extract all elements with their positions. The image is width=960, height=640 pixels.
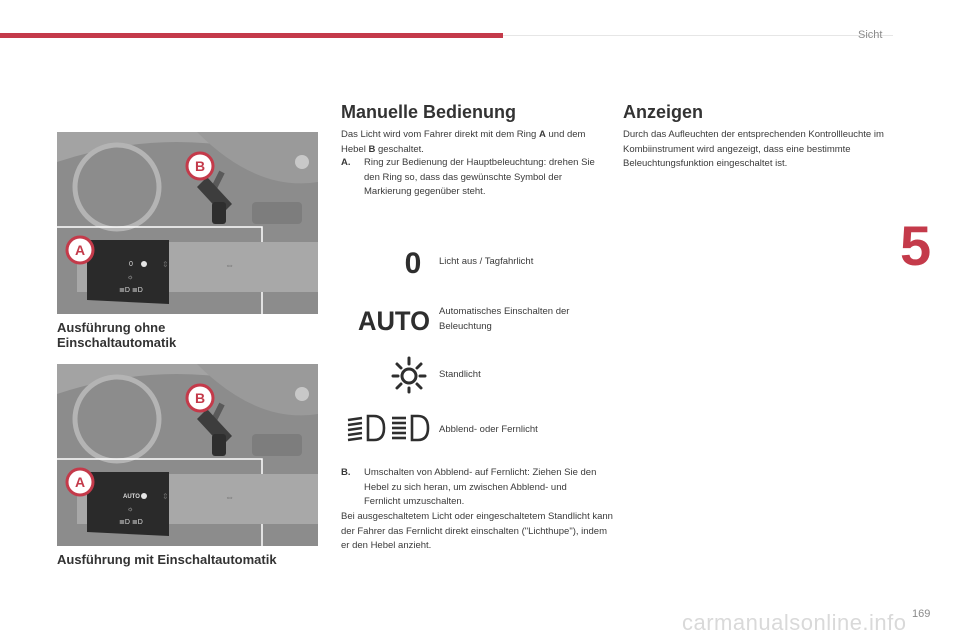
item-b: [341, 466, 603, 510]
off-zero-icon: [401, 248, 425, 276]
callout-a: A: [74, 474, 86, 490]
svg-text:⇕: ⇕: [162, 492, 169, 501]
callout-b: B: [194, 158, 206, 174]
figure-caption-manual: Ausführung ohne Einschaltautomatik: [57, 320, 177, 350]
watermark: carmanualsonline.info: [682, 610, 907, 635]
section-title: Sicht: [858, 29, 883, 41]
parking-light-icon: [391, 354, 427, 394]
ref-b: B: [368, 143, 376, 155]
svg-text:AUTO: AUTO: [358, 306, 430, 334]
callout-a: A: [74, 242, 86, 258]
dipped-main-beam-icon: [346, 412, 430, 444]
svg-text:≣D ≣D: ≣D ≣D: [119, 519, 143, 526]
svg-text:☼: ☼: [127, 506, 134, 513]
chapter-number: 5: [900, 214, 932, 277]
symbol-label-beam: Abblend- oder Fernlicht: [439, 424, 538, 435]
page-number: 169: [912, 608, 931, 620]
item-a-text: Ring zur Bedienung der Hauptbeleuchtung: drehen Sie den Ring so, dass das gewünschte Symbol der Markierung gegenüber steht.: [364, 157, 595, 197]
svg-text:0: 0: [404, 248, 422, 276]
svg-text:⇔: ⇔: [225, 492, 234, 502]
svg-text:⇔: ⇔: [225, 260, 234, 270]
ref-a: A: [538, 129, 546, 140]
figure-lighting-stalk-auto: [57, 364, 318, 546]
symbol-label-off: Licht aus / Tagfahrlicht: [439, 256, 534, 267]
ring-text: AUTO: [123, 494, 140, 500]
svg-text:≣D ≣D: ≣D ≣D: [119, 287, 143, 294]
svg-text:⇕: ⇕: [162, 260, 169, 269]
outro-paragraph: Bei ausgeschaltetem Licht oder eingeschaltetem Standlicht kann der Fahrer das Fernlicht direkt einschalten ("Lichthupe"), indem er den Hebel anzieht.: [341, 511, 613, 551]
auto-icon: [357, 304, 431, 334]
heading-manual-operation: Manuelle Bedienung: [341, 102, 517, 122]
item-b-marker: B.: [341, 467, 351, 478]
header-rule: [503, 35, 893, 36]
item-b-text: Umschalten von Abblend- auf Fernlicht: Ziehen Sie den Hebel zu sich heran, um zwischen Abblend- und Fernlicht umzuschalten.: [364, 467, 597, 507]
callout-b: B: [194, 390, 206, 406]
svg-text:☼: ☼: [127, 274, 134, 281]
intro-paragraph: Das Licht wird vom Fahrer direkt mit dem Ring A und dem Hebel B geschaltet.: [341, 129, 586, 155]
symbol-label-parking: Standlicht: [439, 369, 481, 380]
item-a-marker: A.: [341, 157, 351, 168]
figure-caption-auto: Ausführung mit Einschaltautomatik: [57, 552, 277, 567]
ring-text: 0: [129, 261, 133, 268]
symbol-label-auto: Automatisches Einschalten der Beleuchtung: [439, 306, 570, 332]
item-a: [341, 156, 603, 200]
heading-indicators: Anzeigen: [623, 102, 704, 122]
figure-lighting-stalk-manual: [57, 132, 318, 314]
header-accent-bar: [0, 33, 503, 38]
indicators-paragraph: Durch das Aufleuchten der entsprechenden Kontrollleuchte im Kombiinstrument wird angezeigt, dass eine bestimmte Beleuchtungsfunktion eingeschaltet ist.: [623, 129, 884, 169]
